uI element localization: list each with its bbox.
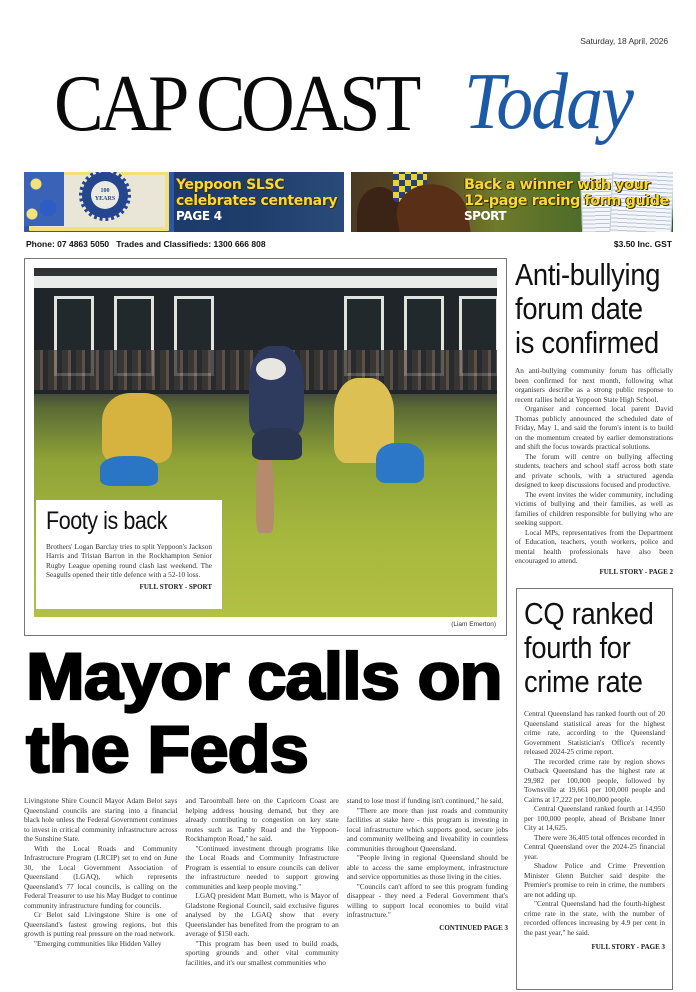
lead-column: [24, 796, 177, 967]
promo-headline-line1: Back a winner with your: [464, 177, 651, 193]
promo-headline: [464, 177, 669, 223]
continued-link[interactable]: CONTINUED PAGE 3: [439, 923, 508, 932]
paragraph: "There are more than just roads and community facilities at stake here - this program is investing in local infrastructure which supports good, secure jobs and community wellbeing and liveability in countless communities throughout Queensland.: [346, 805, 508, 853]
masthead[interactable]: [54, 60, 654, 160]
cover-price: $3.50 Inc. GST: [613, 239, 672, 249]
player-leg: [256, 453, 274, 533]
edition-date: Saturday, 18 April, 2026: [580, 36, 668, 46]
seal-label: 100 YEARS: [91, 181, 119, 209]
paragraph: stand to lose most if funding isn't continued," he said.: [346, 796, 504, 805]
paragraph: "Central Queensland had the fourth-highest crime rate in the state, with the number of recorded offences increasing by 4.9 per cent in the past year," he said.: [524, 899, 665, 937]
headline-line: fourth for: [524, 630, 631, 665]
promo-headline: [176, 177, 337, 223]
headline-line: forum date: [515, 291, 643, 326]
paragraph: "Continued investment through programs like the Local Roads and Community Infrastructure Program is essential to ensure councils can deliver the infrastructure needed to support growing communities and keep people moving.": [185, 843, 339, 891]
crime-body: [524, 709, 665, 937]
promo-racing-form-guide[interactable]: [351, 172, 673, 232]
paragraph: "Emerging communities like Hidden Valley: [34, 938, 162, 948]
promo-kicker: PAGE 4: [176, 209, 222, 223]
paragraph: An anti-bullying community forum has officially been confirmed for next month, following what organisers describe as a strong public response to recent rallies held at Yeppoon State High School.: [515, 366, 673, 404]
paragraph: Local MPs, representatives from the Department of Education, teachers, youth workers, police and mental health professionals have also been encouraged to attend.: [515, 527, 673, 565]
lead-column: [185, 796, 338, 967]
paragraph: The event invites the wider community, including victims of bullying and their families, as well as families of children responsible for bullying who are seeking support.: [515, 489, 673, 527]
bullying-body: [515, 366, 673, 566]
photo-story-title: Footy is back: [46, 507, 168, 535]
promo-headline-line2: 12-page racing form guide: [464, 193, 669, 209]
promo-slsc-centenary[interactable]: [24, 172, 344, 232]
paragraph: Central Queensland ranked fourth at 14,950 per 100,000 people, ahead of Brisbane Inner City at 14,625.: [524, 804, 665, 832]
headline-line: Anti-bullying: [515, 257, 661, 292]
masthead-accent: Today: [464, 58, 633, 146]
paragraph: LGAQ president Matt Burnett, who is Mayor of Gladstone Regional Council, said exclusive figures analysed by the LGAQ show that every Queenslander has benefited from the program to an average of $150 each.: [185, 891, 339, 938]
photo-credit: (Liam Emerton): [451, 621, 496, 628]
player-yeppoon-1: [102, 393, 172, 463]
paragraph: Livingstone Shire Council Mayor Adam Belot says Queensland councils are staring into a financial black hole unless the Federal Government continues to invest in critical community infrastructure across the Sunshine State.: [24, 796, 178, 843]
centenary-cake-image: [24, 172, 174, 232]
cake-flowers-decoration: [24, 172, 64, 226]
centenary-seal-icon: [79, 172, 131, 221]
promo-headline-line1: Yeppoon SLSC: [176, 177, 285, 193]
paragraph: Organiser and concerned local parent David Thomas publicly announced the scheduled date of Friday, May 1, and said the forum's intent is to build on the momentum created by earlier demonstrations and shift the focus towards practical solutions.: [515, 404, 673, 451]
bullying-headline: [515, 257, 661, 360]
bullying-story[interactable]: [515, 258, 673, 576]
lead-column: [347, 796, 508, 967]
paragraph: There were 36,405 total offences recorded in Central Queensland over the 2024-25 financial year.: [524, 832, 665, 861]
paragraph: With the Local Roads and Community Infrastructure Program (LRCIP) set to end on June 30, the Local Government Association of Queensland (LGAQ), which represents Queensland's 77 local councils, is calling on the Federal Treasurer to use his May Budget to continue community infrastructure funding for councils.: [24, 843, 178, 910]
paragraph: Central Queensland has ranked fourth out of 20 Queensland statistical areas for the highest crime rate, according to the Queensland Government Statistician's Office's recently released 2024-25 crime report.: [524, 709, 665, 756]
paragraph: "This program has been used to build roads, sporting grounds and other vital community facilities, and it's our smallest communities who: [185, 938, 339, 967]
paragraph: and Taroomball here on the Capricorn Coast are helping address housing demand, but they are already contributing to congestion on key state routes such as Tanby Road and the Yeppoon-Rockhampton Road," he said.: [185, 796, 339, 843]
contact-phone: Phone: 07 4863 5050 Trades and Classifieds: 1300 666 808: [26, 239, 266, 249]
full-story-link[interactable]: FULL STORY - SPORT: [139, 582, 212, 591]
paragraph: Cr Belot said Livingstone Shire is one of Queensland's fastest growing regions, but this growth is putting real pressure on the road network.: [24, 910, 178, 938]
crime-story[interactable]: [516, 588, 673, 990]
paragraph: "People living in regional Queensland should be able to access the same employment, infrastructure and service opportunities as those living in the cities.: [346, 853, 508, 881]
paragraph: The forum will centre on bullying affecting students, teachers and school staff across both state and private schools, with a structured agenda designed to keep discussions focused and productive.: [515, 451, 673, 489]
football: [256, 358, 286, 380]
masthead-title: CAP COAST: [54, 60, 417, 148]
promo-kicker: SPORT: [464, 209, 507, 223]
paragraph: Shadow Police and Crime Prevention Minister Glenn Butcher said despite the Premier's promise to rein in crime, the numbers are not adding up.: [524, 861, 665, 899]
photo-caption-box[interactable]: [36, 500, 222, 609]
headline-line: crime rate: [524, 664, 643, 699]
player-shorts: [252, 428, 302, 460]
paragraph: The recorded crime rate by region shows Outback Queensland has the highest rate at 29,982 per 100,000 people, followed by Townsville at 19,661 per 100,000 people and Cairns at 17,222 per 100,000 people.: [524, 756, 665, 804]
full-story-link[interactable]: FULL STORY - PAGE 2: [599, 567, 673, 576]
crime-headline: [524, 596, 654, 699]
paragraph: "Councils can't afford to see this program funding disappear - they need a Federal Government that's willing to support local economies to build vital infrastructure.": [346, 881, 508, 919]
headline-line: CQ ranked: [524, 596, 654, 631]
full-story-link[interactable]: FULL STORY - PAGE 3: [591, 943, 665, 951]
player-shorts: [100, 456, 158, 486]
photo-caption: Brothers' Logan Barclay tries to split Yeppoon's Jackson Harris and Tristan Barron in the Rockhampton Senior Rugby League opening round clash last weekend. The Seagulls opened their title defence with a 52-10 loss.: [46, 542, 212, 580]
info-bar: [26, 239, 672, 251]
headline-line: is confirmed: [515, 325, 659, 360]
jockey-horse-image: [357, 172, 457, 232]
lead-story-body: [24, 796, 508, 967]
lead-headline[interactable]: Mayor calls on the Feds: [26, 639, 502, 786]
player-shorts: [376, 443, 424, 483]
promo-headline-line2: celebrates centenary: [176, 193, 338, 209]
